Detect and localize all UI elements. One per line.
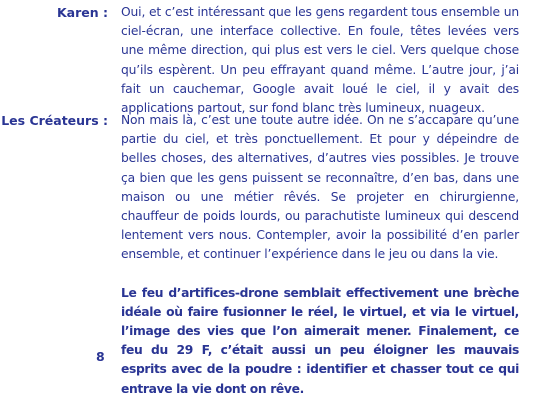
speech-text (121, 111, 519, 399)
speaker-label: Les Créateurs : (1, 113, 108, 128)
speech-paragraph: Non mais là, c’est une toute autre idée. On ne s’accapare qu’une partie du ciel, et très ponctuellement. Et pour y dépeindre de belles choses, des alternatives, d’autres vies possibles. Je trouve ça bien que les gens puissent se reconnaître, d’en bas, dans une maison ou une métier rêvés. Se projeter en chirurgienne, chauffeur de poids lourds, ou parachutiste lumineux qui descend lentement vers nous. Contempler, avoir la possibilité d’en parler ensemble, et continuer l’expérience dans le jeu ou dans la vie. (121, 113, 519, 262)
speaker-label: Karen : (56, 5, 108, 20)
speech-paragraph: Oui, et c’est intéressant que les gens regardent tous ensemble un ciel-écran, une interface collective. En foule, têtes levées vers une même direction, qui plus est vers le ciel. Vers quelque chose qu’ils espèrent. Un peu effrayant quand même. L’autre jour, j’ai fait un cauchemar, Google avait loué le ciel, il y avait des applications partout, sur fond blanc très lumineux, nuageux. (121, 5, 519, 116)
page-number: 8 (96, 349, 105, 364)
speech-paragraph-bold: Le feu d’artifices-drone semblait effectivement une brèche idéale où faire fusionner le réel, le virtuel, et via le virtuel, l’image des vies que l’on aimerait mener. Finalement, ce feu du 29 F, c’était aussi un peu éloigner les mauvais esprits avec de la poudre : identifier et chasser tout ce qui entrave la vie dont on rêve. (121, 285, 519, 396)
speech-text (121, 3, 519, 118)
